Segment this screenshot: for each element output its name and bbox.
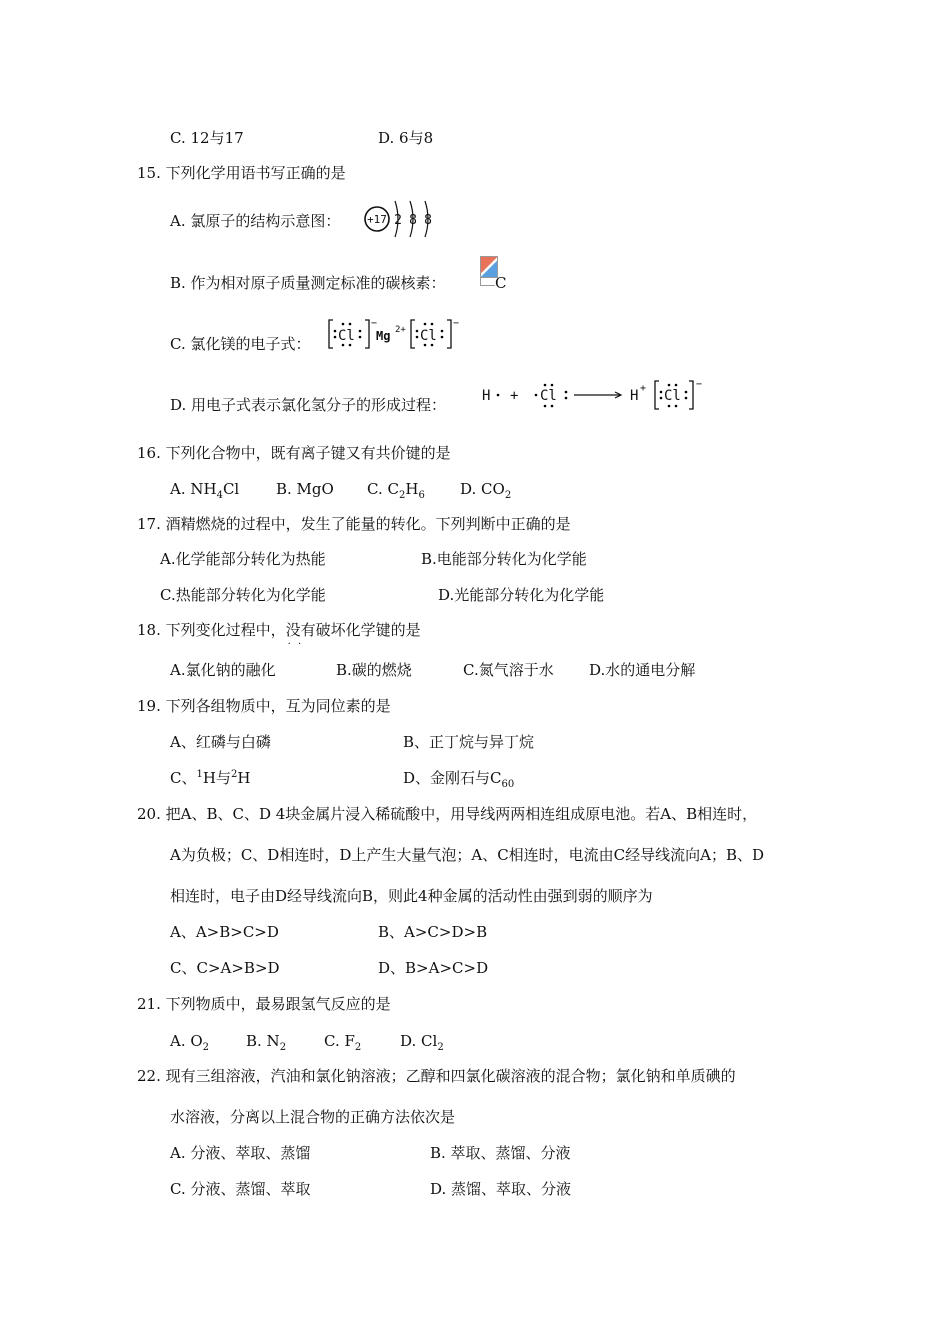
svg-text:Cl: Cl [540,388,557,404]
q21-option-a: A. $O_2$ [170,1032,210,1053]
q17-option-c: C.热能部分转化为化学能 [160,586,326,604]
q20-line-2: A为负极；C、D相连时，D上产生大量气泡；A、C相连时，电流由C经导线流向A；B、D [170,846,765,864]
carbon-symbol: C [495,274,507,292]
svg-text:Cl: Cl [420,328,437,344]
q16-option-d: D. $CO_2$ [460,480,512,501]
q19-option-d: D、金刚石与$C_{60}$ [403,769,515,790]
q15-option-c: C. 氯化镁的电子式： [170,335,311,353]
image-placeholder-frame [480,277,495,286]
q14-option-c: C. 12与17 [170,129,244,147]
emphasis-dotted: 没有 · · [286,621,316,639]
q22-line-2: 水溶液，分离以上混合物的正确方法依次是 [170,1108,456,1126]
q21-option-c: C. $F_2$ [324,1032,362,1053]
q18-option-c: C.氮气溶于水 [463,661,554,679]
q21-option-b: B. $N_2$ [246,1032,287,1053]
chlorine-atom-structure-diagram [362,196,442,242]
q17-stem: 17. 酒精燃烧的过程中，发生了能量的转化。下列判断中正确的是 [137,515,571,533]
shell-count-3: 8 [424,213,432,228]
q20-option-d: D、B>A>C>D [378,959,489,977]
q18-option-a: A.氯化钠的融化 [170,661,276,679]
q20-option-b: B、A>C>D>B [378,923,488,941]
q21-option-d: D. $Cl_2$ [400,1032,444,1053]
svg-text:+: + [640,383,647,394]
q19-stem: 19. 下列各组物质中，互为同位素的是 [137,697,391,715]
q17-option-d: D.光能部分转化为化学能 [438,586,605,604]
q18-option-d: D.水的通电分解 [589,661,696,679]
q16-option-b: B. MgO [276,480,334,498]
svg-text:−: − [453,318,460,329]
q19-option-c: C、$^1$H与$^2$H [170,769,251,787]
svg-text:−: − [696,379,703,390]
shell-count-1: 2 [394,213,402,228]
svg-text:H: H [482,388,491,404]
shell-count-2: 8 [409,213,417,228]
q18-option-b: B.碳的燃烧 [336,661,412,679]
q22-line-1: 22. 现有三组溶液，汽油和氯化钠溶液；乙醇和四氯化碳溶液的混合物；氯化钠和单质碘的 [137,1067,736,1085]
mgcl2-electron-formula [325,314,465,354]
q15-option-a: A. 氯原子的结构示意图： [170,212,341,230]
q15-stem: 15. 下列化学用语书写正确的是 [137,164,346,182]
q19-option-b: B、正丁烷与异丁烷 [403,733,535,751]
q20-option-a: A、A>B>C>D [170,923,279,941]
svg-text:−: − [371,318,378,329]
svg-text:Cl: Cl [664,388,681,404]
nucleus-charge: +17 [367,213,387,226]
q22-option-b: B. 萃取、蒸馏、分液 [430,1144,571,1162]
svg-text:H: H [630,388,639,404]
q22-option-d: D. 蒸馏、萃取、分液 [430,1180,572,1198]
q20-line-1: 20. 把A、B、C、D 4块金属片浸入稀硫酸中，用导线两两相连组成原电池。若A、B相连时， [137,805,758,823]
q20-line-3: 相连时，电子由D经导线流向B，则此4种金属的活动性由强到弱的顺序为 [170,887,653,905]
q16-stem: 16. 下列化合物中，既有离子键又有共价键的是 [137,444,451,462]
q20-option-c: C、C>A>B>D [170,959,280,977]
q16-option-a: A. $NH_4Cl$ [170,480,240,501]
q15-option-d: D. 用电子式表示氯化氢分子的形成过程： [170,396,447,414]
svg-text:+: + [510,388,519,404]
q17-option-b: B.电能部分转化为化学能 [421,550,587,568]
q19-option-a: A、红磷与白磷 [170,733,271,751]
q15-option-b: B. 作为相对原子质量测定标准的碳核素： [170,274,446,292]
svg-text:2+: 2+ [395,325,406,335]
q14-option-d: D. 6与8 [378,129,434,147]
hcl-formation-process [478,375,708,415]
q18-stem: 18. 下列变化过程中，没有 · ·破坏化学键的是 [137,620,421,640]
svg-text:Cl: Cl [338,328,355,344]
q17-option-a: A.化学能部分转化为热能 [160,550,326,568]
svg-text:Mg: Mg [376,329,391,343]
q22-option-c: C. 分液、蒸馏、萃取 [170,1180,311,1198]
q21-stem: 21. 下列物质中，最易跟氢气反应的是 [137,995,391,1013]
q16-option-c: C. $C_2H_6$ [367,480,425,501]
q22-option-a: A. 分液、萃取、蒸馏 [170,1144,311,1162]
